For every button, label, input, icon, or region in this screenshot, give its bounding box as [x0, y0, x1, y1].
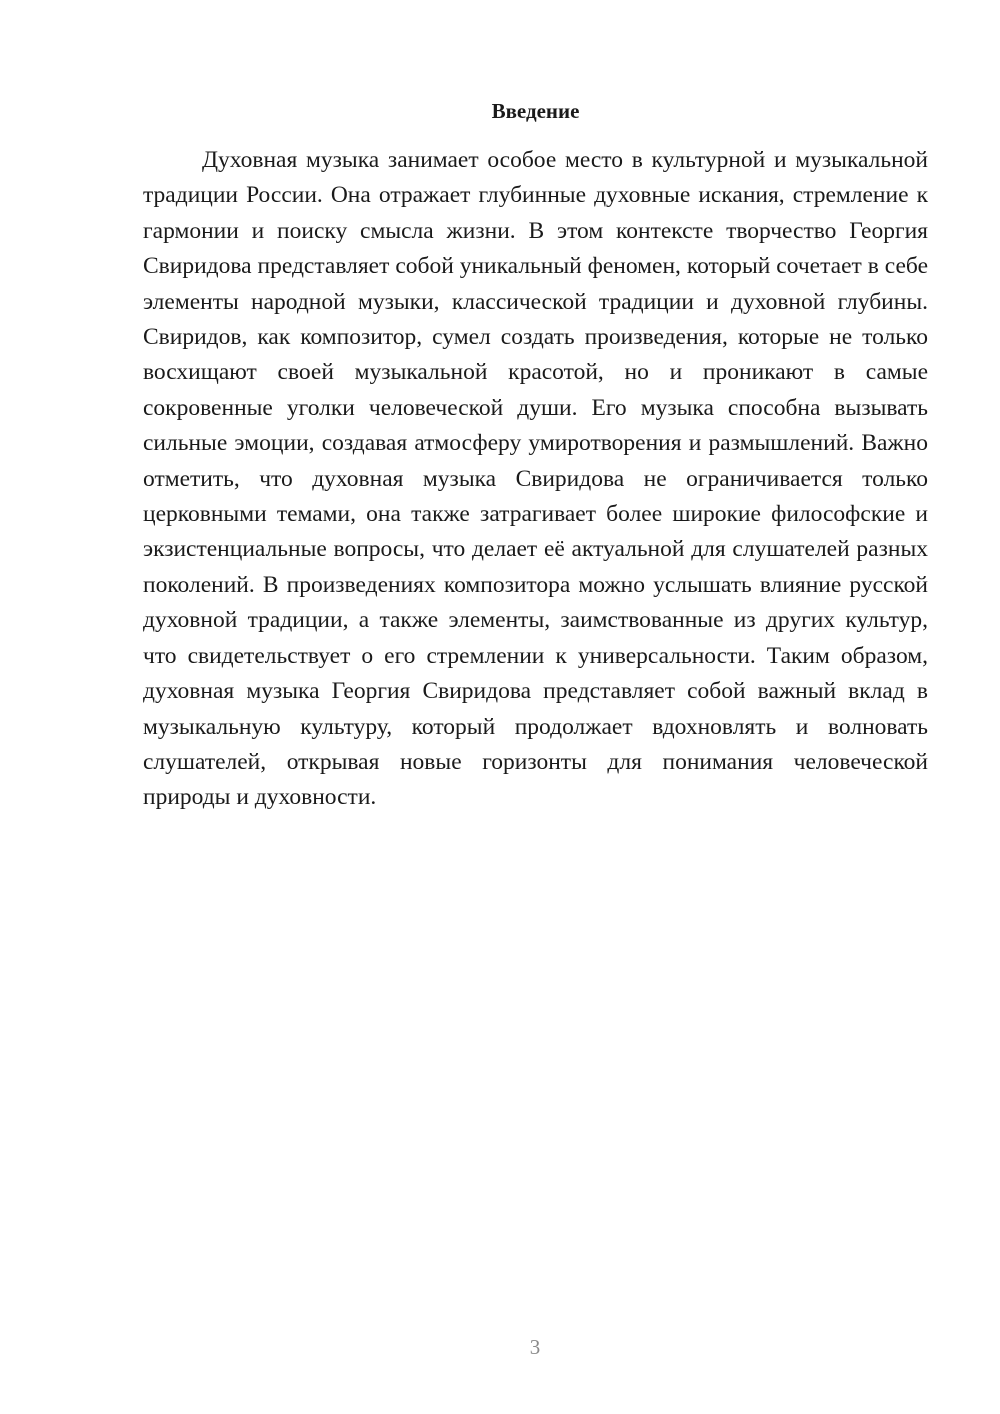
section-heading: Введение	[491, 99, 580, 123]
page-number: 3	[529, 1335, 541, 1359]
body-paragraph: Духовная музыка занимает особое место в культурной и музыкальной традиции России. Она отражает глубинные духовные искания, стремление к гармонии и поиску смысла жизни. В этом контексте творчество Георгия Свиридова представляет собой уникальный феномен, который сочетает в себе элементы народной музыки, классической традиции и духовной глубины. Свиридов, как композитор, сумел создать произведения, которые не только восхищают своей музыкальной красотой, но и проникают в самые сокровенные уголки человеческой души. Его музыка способна вызывать сильные эмоции, создавая атмосферу умиротворения и размышлений. Важно отметить, что духовная музыка Свиридова не ограничивается только церковными темами, она также затрагивает более широкие философские и экзистенциальные вопросы, что делает её актуальной для слушателей разных поколений. В произведениях композитора можно услышать влияние русской духовной традиции, а также элементы, заимствованные из других культур, что свидетельствует о его стремлении к универсальности. Таким образом, духовная музыка Георгия Свиридова представляет собой важный вклад в музыкальную культуру, который продолжает вдохновлять и волновать слушателей, открывая новые горизонты для понимания человеческой природы и духовности.	[143, 147, 928, 811]
